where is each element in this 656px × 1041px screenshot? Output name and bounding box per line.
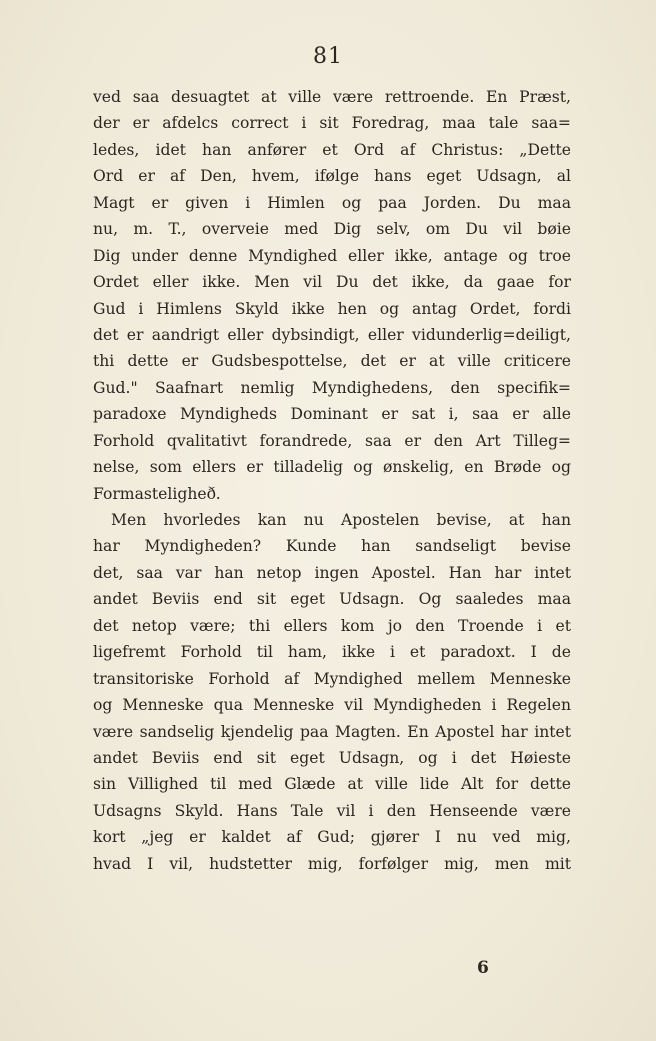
text-line: ledes, idet han anfører et Ord af Christus: „Dette <box>93 140 571 159</box>
text-line: thi dette er Gudsbespottelse, det er at ville criticere <box>93 352 571 371</box>
text-line: der er afdelcs correct i sit Foredrag, maa tale saa= <box>93 114 571 133</box>
text-line: ligefremt Forhold til ham, ikke i et paradoxt. I de <box>93 643 571 662</box>
text-line: paradoxe Myndigheds Dominant er sat i, saa er alle <box>93 405 571 424</box>
text-line: Gud i Himlens Skyld ikke hen og antag Ordet, fordi <box>93 299 571 318</box>
text-line: andet Beviis end sit eget Udsagn, og i det Høieste <box>93 748 571 767</box>
text-line: Udsagns Skyld. Hans Tale vil i den Henseende være <box>93 801 571 820</box>
text-line: Forhold qvalitativt forandrede, saa er den Art Tilleg= <box>93 431 571 450</box>
text-line: Gud." Saafnart nemlig Myndighedens, den specifik= <box>93 378 571 397</box>
text-line: hvad I vil, hudstetter mig, forfølger mig, men mit <box>93 854 571 873</box>
paragraph-start-line: Men hvorledes kan nu Apostelen bevise, at han <box>111 511 571 529</box>
text-line: nu, m. T., overveie med Dig selv, om Du vil bøie <box>93 220 571 239</box>
text-line: kort „jeg er kaldet af Gud; gjører I nu ved mig, <box>93 828 571 847</box>
text-line: Dig under denne Myndighed eller ikke, antage og troe <box>93 246 571 265</box>
text-line: ved saa desuagtet at ville være rettroende. En Præst, <box>93 88 571 106</box>
page-number: 81 <box>313 44 343 69</box>
paragraph-end-line: Formasteligheð. <box>93 484 221 503</box>
text-line: det, saa var han netop ingen Apostel. Han har intet <box>93 563 571 582</box>
text-line: det netop være; thi ellers kom jo den Troende i et <box>93 616 571 635</box>
text-line: Ordet eller ikke. Men vil Du det ikke, da gaae for <box>93 273 571 292</box>
text-line: Ord er af Den, hvem, ifølge hans eget Udsagn, al <box>93 167 571 186</box>
text-line: og Menneske qua Menneske vil Myndigheden i Regelen <box>93 696 571 715</box>
text-line: det er aandrigt eller dybsindigt, eller vidunderlig=deiligt, <box>93 325 571 344</box>
text-line: være sandselig kjendelig paa Magten. En Apostel har intet <box>93 722 571 741</box>
text-line: Magt er given i Himlen og paa Jorden. Du maa <box>93 193 571 212</box>
body-text <box>93 84 571 877</box>
text-line: andet Beviis end sit eget Udsagn. Og saaledes maa <box>93 590 571 609</box>
text-line: sin Villighed til med Glæde at ville lide Alt for dette <box>93 775 571 794</box>
text-line: transitoriske Forhold af Myndighed mellem Menneske <box>93 669 571 688</box>
signature-mark: 6 <box>477 958 489 978</box>
text-line: har Myndigheden? Kunde han sandseligt bevise <box>93 537 571 556</box>
text-line: nelse, som ellers er tilladelig og ønskelig, en Brøde og <box>93 458 571 477</box>
